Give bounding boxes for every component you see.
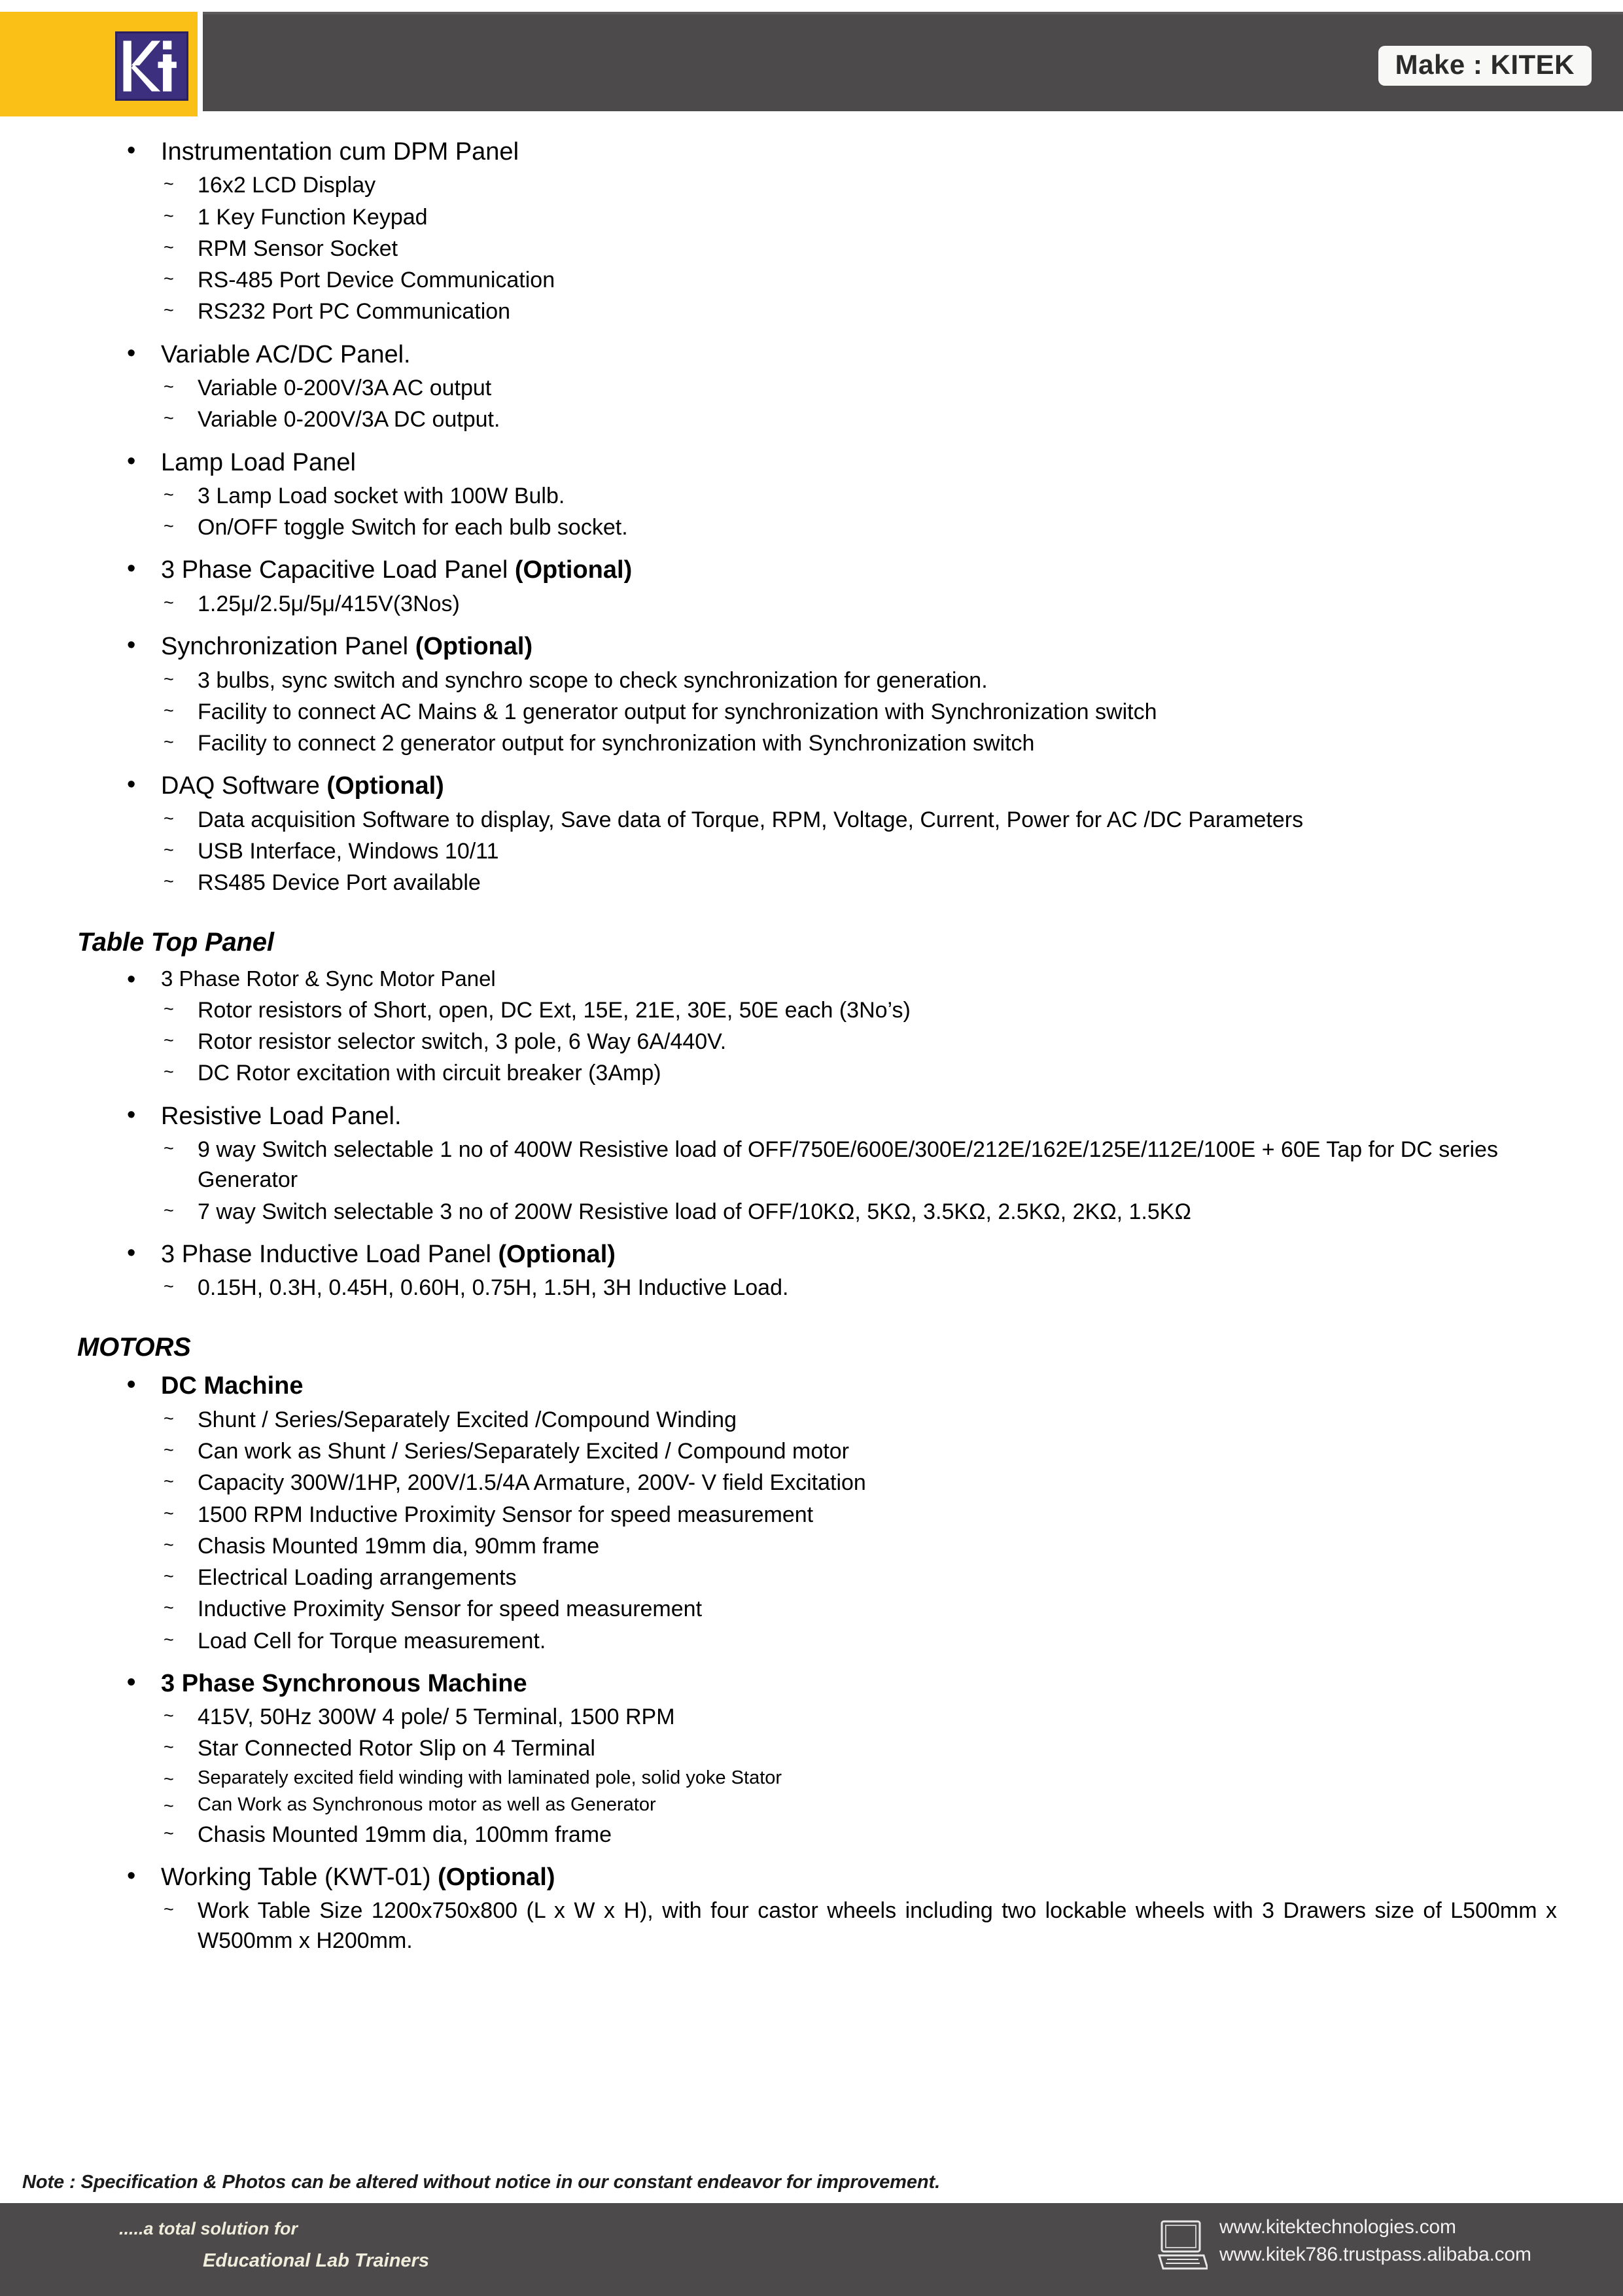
list-item: ~ USB Interface, Windows 10/11 [164, 836, 1623, 866]
optional-tag: (Optional) [438, 1863, 555, 1891]
group-title: • 3 Phase Synchronous Machine [124, 1667, 1623, 1701]
list-item: ~ Can Work as Synchronous motor as well as Generator [164, 1792, 1623, 1818]
footer-websites [1219, 2215, 1531, 2267]
list-item: ~ Can work as Shunt / Series/Separately Excited / Compound motor [164, 1436, 1623, 1466]
group-title-text: DAQ Software [161, 772, 327, 800]
list-item: ~ Rotor resistor selector switch, 3 pole, 6 Way 6A/440V. [164, 1027, 1623, 1057]
kitek-logo-icon [115, 31, 188, 101]
group-title: • 3 Phase Rotor & Sync Motor Panel [124, 964, 1623, 994]
group-title-text: Working Table (KWT-01) [161, 1863, 438, 1891]
group-title-text: 3 Phase Capacitive Load Panel [161, 556, 515, 584]
footer-tagline-line2: Educational Lab Trainers [203, 2250, 429, 2271]
group-title [124, 1237, 1623, 1271]
group-title [124, 769, 1623, 803]
list-item: ~ 1.25μ/2.5μ/5μ/415V(3Nos) [164, 589, 1623, 619]
list-item: ~ RS485 Device Port available [164, 868, 1623, 898]
list-item: ~ Chasis Mounted 19mm dia, 100mm frame [164, 1820, 1623, 1850]
list-item: ~ Work Table Size 1200x750x800 (L x W x H), with four castor wheels including two lockable wheels with 3 Drawers size of L500mm x W500mm x H200mm. [164, 1896, 1557, 1956]
list-item: ~ Facility to connect 2 generator output for synchronization with Synchronization switch [164, 728, 1577, 758]
group-lamp-load-panel [0, 446, 1623, 543]
group-title: • DC Machine [124, 1369, 1623, 1403]
list-item: ~ 7 way Switch selectable 3 no of 200W Resistive load of OFF/10KΩ, 5KΩ, 3.5KΩ, 2.5KΩ, 2KΩ, 1.5KΩ [164, 1197, 1577, 1227]
section-heading: MOTORS [77, 1333, 191, 1362]
list-item: ~ Star Connected Rotor Slip on 4 Terminal [164, 1733, 1623, 1763]
list-item: ~ Load Cell for Torque measurement. [164, 1626, 1623, 1656]
section-table-top-panel [0, 928, 1623, 1303]
group-title-text: Synchronization Panel [161, 633, 415, 661]
list-item: ~ 3 bulbs, sync switch and synchro scope to check synchronization for generation. [164, 665, 1577, 696]
section-heading: Table Top Panel [77, 928, 274, 957]
list-item: ~ Shunt / Series/Separately Excited /Compound Winding [164, 1405, 1623, 1435]
specification-content [0, 124, 1623, 1959]
website-link-primary[interactable]: www.kitektechnologies.com [1219, 2216, 1456, 2238]
list-item: ~ RPM Sensor Socket [164, 234, 1623, 264]
group-synchronization-panel [0, 629, 1623, 758]
header-bar [203, 12, 1623, 111]
list-item: ~ Facility to connect AC Mains & 1 generator output for synchronization with Synchronization switch [164, 697, 1577, 727]
list-item: ~ Chasis Mounted 19mm dia, 90mm frame [164, 1531, 1623, 1561]
group-title [124, 629, 1623, 663]
group-variable-acdc-panel [0, 338, 1623, 435]
optional-tag: (Optional) [415, 633, 533, 661]
list-item: ~ RS232 Port PC Communication [164, 296, 1623, 327]
group-rotor-sync-motor-panel [0, 964, 1623, 1088]
footer-tagline-line1: .....a total solution for [119, 2219, 298, 2238]
list-item: ~ 1 Key Function Keypad [164, 202, 1623, 232]
group-title: • Resistive Load Panel. [124, 1099, 1623, 1133]
group-title: • Variable AC/DC Panel. [124, 338, 1623, 372]
list-item: ~ Separately excited field winding with laminated pole, solid yoke Stator [164, 1765, 1623, 1791]
section-panels [0, 135, 1623, 898]
group-title [124, 553, 1623, 587]
list-item: ~ 3 Lamp Load socket with 100W Bulb. [164, 481, 1623, 511]
disclaimer-note: Note : Specification & Photos can be altered without notice in our constant endeavor for improvement. [22, 2172, 941, 2193]
footer-contact-block [1158, 2215, 1531, 2274]
page-footer [0, 2203, 1623, 2296]
website-link-alibaba[interactable]: www.kitek786.trustpass.alibaba.com [1219, 2243, 1531, 2265]
optional-tag: (Optional) [326, 772, 444, 800]
list-item: ~ Variable 0-200V/3A DC output. [164, 404, 1623, 434]
computer-icon [1158, 2219, 1208, 2274]
logo-panel [0, 12, 198, 116]
group-daq-software [0, 769, 1623, 898]
list-item: ~ Rotor resistors of Short, open, DC Ext, 15E, 21E, 30E, 50E each (3No’s) [164, 995, 1623, 1025]
group-synchronous-machine [0, 1667, 1623, 1850]
list-item: ~ 0.15H, 0.3H, 0.45H, 0.60H, 0.75H, 1.5H, 3H Inductive Load. [164, 1273, 1623, 1303]
group-dc-machine [0, 1369, 1623, 1655]
group-inductive-load-panel [0, 1237, 1623, 1303]
list-item: ~ DC Rotor excitation with circuit breaker (3Amp) [164, 1058, 1623, 1088]
list-item: ~ 9 way Switch selectable 1 no of 400W Resistive load of OFF/750E/600E/300E/212E/162E/125E/112E/100E + 60E Tap for DC series Generator [164, 1135, 1577, 1195]
optional-tag: (Optional) [514, 556, 633, 584]
list-item: ~ Variable 0-200V/3A AC output [164, 373, 1623, 403]
group-instrumentation-dpm-panel [0, 135, 1623, 327]
group-title [124, 1860, 1623, 1894]
list-item: ~ 16x2 LCD Display [164, 170, 1623, 200]
group-capacitive-load-panel [0, 553, 1623, 619]
group-title: • Instrumentation cum DPM Panel [124, 135, 1623, 169]
list-item: ~ 415V, 50Hz 300W 4 pole/ 5 Terminal, 1500 RPM [164, 1702, 1623, 1732]
group-title-text: 3 Phase Inductive Load Panel [161, 1240, 498, 1268]
section-motors [0, 1333, 1623, 1956]
optional-tag: (Optional) [498, 1240, 616, 1268]
group-resistive-load-panel [0, 1099, 1623, 1227]
list-item: ~ Inductive Proximity Sensor for speed measurement [164, 1594, 1623, 1624]
list-item: ~ Capacity 300W/1HP, 200V/1.5/4A Armature, 200V- V field Excitation [164, 1468, 1623, 1498]
list-item: ~ 1500 RPM Inductive Proximity Sensor for speed measurement [164, 1500, 1623, 1530]
list-item: ~ RS-485 Port Device Communication [164, 265, 1623, 295]
list-item: ~ Data acquisition Software to display, Save data of Torque, RPM, Voltage, Current, Power for AC /DC Parameters [164, 805, 1557, 835]
list-item: ~ On/OFF toggle Switch for each bulb socket. [164, 512, 1623, 542]
list-item: ~ Electrical Loading arrangements [164, 1563, 1623, 1593]
page-header [0, 0, 1623, 118]
make-badge: Make : KITEK [1378, 46, 1592, 86]
group-working-table [0, 1860, 1623, 1956]
group-title: • Lamp Load Panel [124, 446, 1623, 480]
